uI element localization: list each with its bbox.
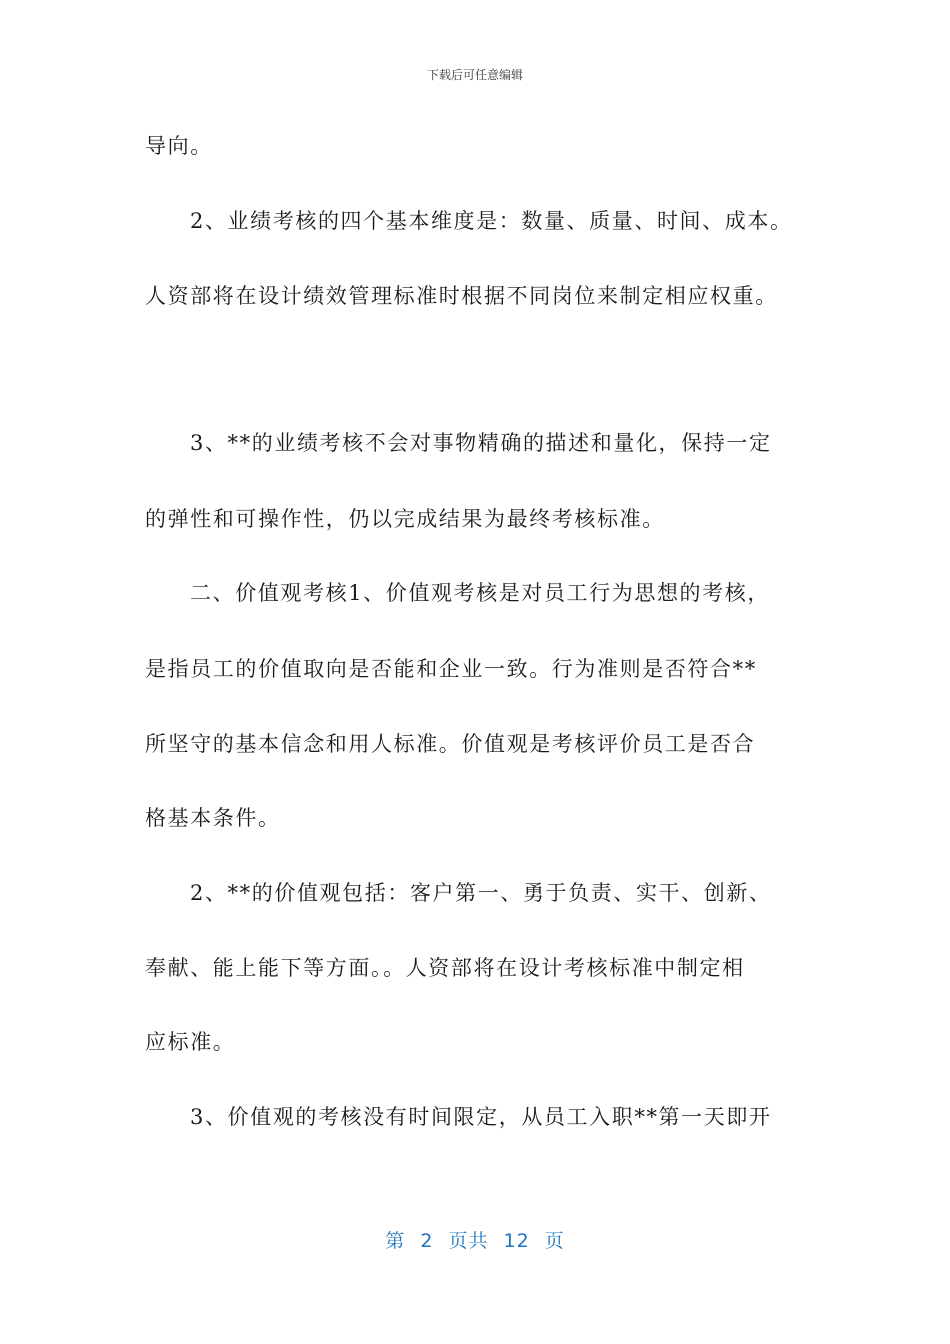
page-header: 下载后可任意编辑 — [426, 68, 523, 82]
paragraph-line: 奉献、能上能下等方面。。人资部将在设计考核标准中制定相 — [145, 956, 745, 980]
paragraph-line: 是指员工的价值取向是否能和企业一致。行为准则是否符合** — [145, 657, 757, 681]
paragraph-line: 二、价值观考核1、价值观考核是对员工行为思想的考核， — [190, 581, 770, 605]
page-footer: 第 2 页共 12 页 — [385, 1230, 565, 1252]
paragraph-line: 2、业绩考核的四个基本维度是：数量、质量、时间、成本。 — [190, 209, 793, 233]
paragraph-line: 格基本条件。 — [145, 806, 281, 830]
paragraph-line: 导向。 — [145, 134, 213, 158]
paragraph-line: 的弹性和可操作性，仍以完成结果为最终考核标准。 — [145, 507, 665, 531]
paragraph-line: 人资部将在设计绩效管理标准时根据不同岗位来制定相应权重。 — [145, 284, 778, 308]
paragraph-line: 所坚守的基本信念和用人标准。价值观是考核评价员工是否合 — [145, 732, 756, 756]
paragraph-line: 应标准。 — [145, 1030, 236, 1054]
paragraph-line: 3、**的业绩考核不会对事物精确的描述和量化，保持一定 — [190, 431, 772, 455]
paragraph-line: 2、**的价值观包括：客户第一、勇于负责、实干、创新、 — [190, 881, 772, 905]
paragraph-line: 3、价值观的考核没有时间限定，从员工入职**第一天即开 — [190, 1105, 772, 1129]
